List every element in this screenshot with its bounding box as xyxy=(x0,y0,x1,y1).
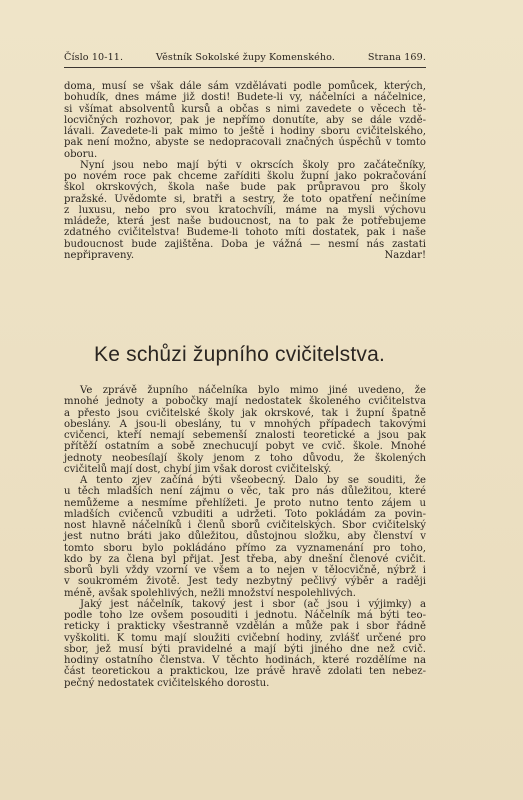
text-line: jest nutno bráti jako důležitou, důstojnou složku, aby členství v xyxy=(64,531,426,543)
text-line: cvičitelů mají dost, chybí jim však dorost cvičitelský. xyxy=(64,463,332,475)
text-line: lávali. Zavedete-li pak mimo to ještě i hodiny sboru cvičitelského, xyxy=(64,126,426,137)
text-line: pak není možno, abyste se nedopracovali značných úspěchů v tomto xyxy=(64,137,426,149)
text-line: hodiny ostatního členstva. V těchto hodinách, které rozdělíme na xyxy=(64,655,426,666)
text-line-closing xyxy=(64,250,426,261)
text-line: sborů byli vždy vzorní ve všem a to nejen v tělocvičně, nýbrž i xyxy=(64,565,426,576)
text-line: obeslány. A jsou-li obeslány, tu v mnohých případech takovými xyxy=(64,418,426,430)
text-line: pečný nedostatek cvičitelského dorostu. xyxy=(64,677,270,689)
text-line: z luxusu, nebo pro svou kratochvíli, máme na mysli výchovu xyxy=(64,204,426,216)
text-line: Jaký jest náčelník, takový jest i sbor (ač jsou i výjimky) a xyxy=(80,598,426,610)
issue-number: Číslo 10-11. xyxy=(64,52,124,63)
text-line: podle toho lze ovšem posouditi i jednotu. Náčelník má býti teo- xyxy=(64,610,426,621)
text-line: sbor, jež musí býti pravidelné a mají býti jiného dne než cvič. xyxy=(64,643,426,655)
text-line: cvičenci, kteří nemají sebemenší znalosti teoretické a jsou pak xyxy=(64,430,426,441)
page-number: Strana 169. xyxy=(367,52,426,63)
text-line: Ve zprávě župního náčelníka bylo mimo jiné uvedeno, že xyxy=(80,385,426,396)
top-text-block xyxy=(64,81,426,261)
text-line: po novém roce pak chceme zaříditi školu župní jako pokračování xyxy=(64,171,426,182)
text-line: jednoty neobesílají školy jenom z toho důvodu, že školených xyxy=(64,452,426,464)
text-line: bohudík, dnes máme již dosti! Budete-li vy, náčelníci a náčelnice, xyxy=(64,92,426,104)
text-line: pražské. Uvědomte si, bratři a sestry, že toto opatření nečiníme xyxy=(64,193,426,205)
text-line: tomto sboru bylo pokládáno přímo za vyznamenání pro toho, xyxy=(64,542,426,554)
text-line: část teoretickou a praktickou, lze právě hravě zdolati ten nebez- xyxy=(64,666,426,678)
text-line: nemůžeme a nesmíme přehlížeti. Je proto nutno tento zájem u xyxy=(64,497,426,509)
article-text-block xyxy=(64,385,426,689)
header-rule xyxy=(64,67,426,68)
text-line: mnohé jednoty a pobočky mají nedostatek školeného cvičitelstva xyxy=(64,396,426,408)
text-line: škol okrskových, škola naše bude pak průpravou pro školy xyxy=(64,182,426,194)
text-line: v soukromém životě. Jest tedy nezbytný pečlivý výběr a raději xyxy=(64,576,426,588)
text-line: A tento zjev začíná býti všeobecný. Dalo by se souditi, že xyxy=(80,475,426,486)
article-title: Ke schůzi župního cvičitelstva. xyxy=(94,343,386,366)
closing-salute: Nazdar! xyxy=(384,249,426,261)
journal-title: Věstník Sokolské župy Komenského. xyxy=(155,52,336,63)
text-line: nepřipraveny. xyxy=(64,249,135,261)
text-line: doma, musí se však dále sám vzdělávati podle pomůcek, kterých, xyxy=(64,81,426,92)
text-line: přítěží ostatním a sobě znechucují pobyt ve cvič. škole. Mnohé xyxy=(64,441,426,453)
text-line: budoucnost bude zajištěna. Doba je vážná — nesmí nás zastati xyxy=(64,238,426,250)
text-line: mládeže, která jest naše budoucnost, na to pak že potřebujeme xyxy=(64,216,426,227)
text-line: locvičných rozhovor, pak je nepřímo donutíte, aby se dále vzdě- xyxy=(64,114,426,126)
running-header xyxy=(64,52,426,63)
text-line: méně, avšak spolehlivých, nežli množství nespolehlivých. xyxy=(64,587,356,599)
text-line: Nyní jsou nebo mají býti v okrscích školy pro začátečníky, xyxy=(80,159,426,171)
text-line: nost hlavně náčelníků i členů sborů cvičitelských. Sbor cvičitelský xyxy=(64,520,426,531)
text-line: zdatného cvičitelstva! Budeme-li tohoto míti dostatek, pak i naše xyxy=(64,227,426,239)
text-line: vyškoliti. K tomu mají sloužiti cvičební hodiny, zvlášť určené pro xyxy=(64,632,426,644)
text-line: si všímat absolventů kursů a občas s nimi zavedete o věcech tě- xyxy=(64,103,426,115)
text-line: reticky i prakticky všestranně vzdělán a může pak i sbor řádně xyxy=(64,621,426,633)
text-line: a přesto jsou cvičitelské školy jak okrskové, tak i župní špatně xyxy=(64,407,426,419)
text-line: mladších cvičenců vzbuditi a udržeti. Toto pokládám za povin- xyxy=(64,508,426,520)
text-line: kdo by za člena byl přijat. Jest třeba, aby dnešní členové cvičit. xyxy=(64,553,426,565)
text-line: oboru. xyxy=(64,148,98,160)
text-line: u těch mladších není zájmu o věc, tak pro nás důležitou, které xyxy=(64,486,426,498)
